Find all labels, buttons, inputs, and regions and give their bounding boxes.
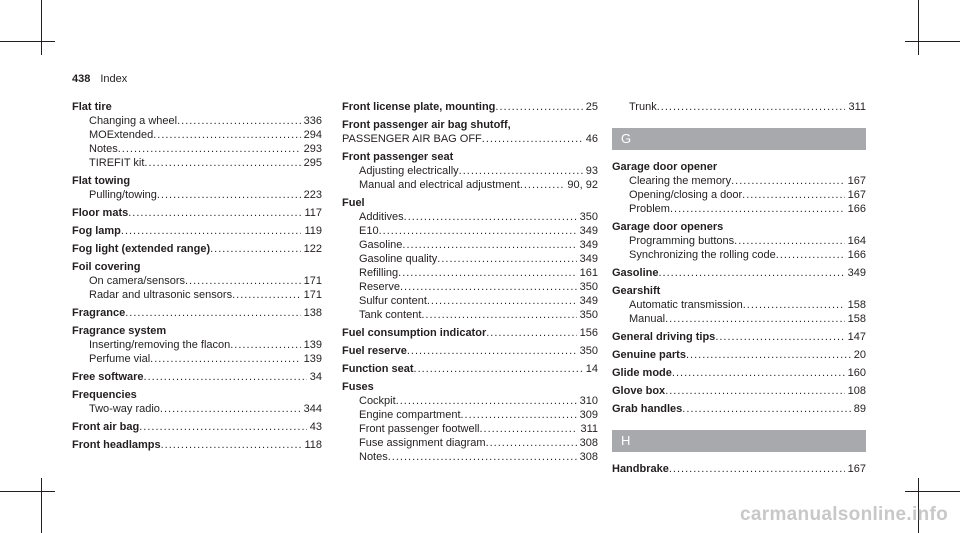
page-ref: 311 xyxy=(848,101,866,113)
page-ref: 350 xyxy=(579,309,598,321)
entry-title: Fragrance xyxy=(72,307,126,319)
index-entry xyxy=(612,402,866,416)
subentry[interactable] xyxy=(342,178,598,192)
subentry[interactable] xyxy=(342,450,598,464)
main-entry[interactable] xyxy=(612,348,866,362)
page-ref: 336 xyxy=(303,115,322,127)
entry-title: Fragrance system xyxy=(72,325,167,337)
subentry-text: Sulfur content xyxy=(359,295,427,307)
index-entry xyxy=(72,420,322,434)
subentry-text: Manual and electrical adjustment xyxy=(359,179,520,191)
entry-title: Fog lamp xyxy=(72,225,121,237)
crop-mark xyxy=(41,0,42,55)
main-entry[interactable] xyxy=(342,326,598,340)
page-ref: 166 xyxy=(847,203,866,215)
main-entry[interactable] xyxy=(612,330,866,344)
main-entry[interactable] xyxy=(612,266,866,280)
entry-title: Fuses xyxy=(342,381,374,393)
index-entry xyxy=(612,330,866,344)
subentry-text: Opening/closing a door xyxy=(629,189,743,201)
page-number: 438 xyxy=(72,73,91,85)
entry-title: Gearshift xyxy=(612,285,661,297)
index-entry xyxy=(342,362,598,376)
main-entry[interactable] xyxy=(342,100,598,114)
main-entry[interactable] xyxy=(72,438,322,452)
entry-title: Glove box xyxy=(612,385,666,397)
subentry[interactable] xyxy=(612,202,866,216)
subentry-text: Additives xyxy=(359,211,404,223)
subentry[interactable] xyxy=(72,188,322,202)
subentry-text: Engine compartment xyxy=(359,409,461,421)
index-column-3 xyxy=(612,100,866,480)
page-ref: 108 xyxy=(847,385,866,397)
main-entry[interactable] xyxy=(72,306,322,320)
index-entry xyxy=(72,242,322,256)
index-entry xyxy=(72,260,322,302)
main-entry[interactable] xyxy=(72,242,322,256)
subentry-text: Radar and ultrasonic sensors xyxy=(89,289,233,301)
page-ref: 309 xyxy=(579,409,598,421)
page-ref: 164 xyxy=(847,235,866,247)
subentry-text: Front passenger footwell xyxy=(359,423,480,435)
subentry-text: Problem xyxy=(629,203,670,215)
index-entry xyxy=(342,150,598,192)
subentry[interactable] xyxy=(72,352,322,366)
subentry-text: E10 xyxy=(359,225,379,237)
index-entry xyxy=(342,196,598,322)
subentry-text: Clearing the memory xyxy=(629,175,732,187)
index-entry xyxy=(72,370,322,384)
entry-title: Grab handles xyxy=(612,403,683,415)
crop-mark xyxy=(0,41,55,42)
page-ref: 344 xyxy=(303,403,322,415)
index-entry xyxy=(612,384,866,398)
page-ref: 158 xyxy=(847,313,866,325)
subentry[interactable] xyxy=(342,394,598,408)
page-ref: 14 xyxy=(585,363,598,375)
index-entry xyxy=(612,284,866,326)
page-ref: 156 xyxy=(579,327,598,339)
subentry[interactable] xyxy=(342,238,598,252)
entry-title: Flat towing xyxy=(72,175,131,187)
index-entry xyxy=(612,220,866,262)
page-header xyxy=(72,73,127,85)
entry-title: Function seat xyxy=(342,363,414,375)
entry-title: Fuel xyxy=(342,197,365,209)
page-ref: 308 xyxy=(579,451,598,463)
index-entry xyxy=(72,206,322,220)
subentry-text: Adjusting electrically xyxy=(359,165,459,177)
page-ref: 349 xyxy=(847,267,866,279)
main-entry[interactable] xyxy=(72,370,322,384)
page-ref: 350 xyxy=(579,345,598,357)
entry-title: Fuel consumption indicator xyxy=(342,327,487,339)
page-title: Index xyxy=(100,73,128,85)
page-ref: 117 xyxy=(304,207,322,219)
page-ref: 93 xyxy=(585,165,598,177)
page-ref: 25 xyxy=(585,101,598,113)
entry-title: Handbrake xyxy=(612,463,669,475)
entry-title: Genuine parts xyxy=(612,349,686,361)
main-entry[interactable] xyxy=(342,344,598,358)
index-entry xyxy=(72,174,322,202)
subentry-text: Inserting/removing the flacon xyxy=(89,339,231,351)
index-entry xyxy=(342,100,598,114)
page-ref: 295 xyxy=(303,157,322,169)
page-ref: 20 xyxy=(853,349,866,361)
main-entry[interactable] xyxy=(612,384,866,398)
subentry[interactable] xyxy=(342,164,598,178)
page-ref: 293 xyxy=(303,143,322,155)
crop-mark xyxy=(41,478,42,533)
main-entry[interactable] xyxy=(612,402,866,416)
page-ref: 161 xyxy=(579,267,598,279)
main-entry[interactable] xyxy=(342,362,598,376)
subentry[interactable] xyxy=(342,436,598,450)
subentry[interactable] xyxy=(342,252,598,266)
index-entry xyxy=(612,266,866,280)
page-ref: 138 xyxy=(303,307,322,319)
entry-title: Front headlamps xyxy=(72,439,161,451)
subentry-text: MOExtended xyxy=(89,129,154,141)
subentry[interactable] xyxy=(72,338,322,352)
subentry-text: Reserve xyxy=(359,281,400,293)
entry-title: Garage door openers xyxy=(612,221,724,233)
subentry[interactable] xyxy=(612,298,866,312)
subentry[interactable] xyxy=(342,224,598,238)
entry-title: Front passenger seat xyxy=(342,151,454,163)
page-ref: 160 xyxy=(847,367,866,379)
subentry-text: Gasoline quality xyxy=(359,253,438,265)
subentry-text: Manual xyxy=(629,313,666,325)
page-ref: 311 xyxy=(580,423,598,435)
subentry[interactable] xyxy=(342,294,598,308)
entry-title: Foil covering xyxy=(72,261,141,273)
main-entry[interactable] xyxy=(72,224,322,238)
subentry[interactable] xyxy=(72,402,322,416)
crop-mark xyxy=(905,491,960,492)
index-entry xyxy=(612,348,866,362)
page-ref: 167 xyxy=(847,189,866,201)
main-entry[interactable] xyxy=(72,206,322,220)
subentry-text: Fuse assignment diagram xyxy=(359,437,486,449)
entry-title: Front air bag xyxy=(72,421,140,433)
page-ref: 46 xyxy=(585,133,598,145)
subentry[interactable] xyxy=(612,174,866,188)
subentry[interactable] xyxy=(342,210,598,224)
entry-title: Frequencies xyxy=(72,389,137,401)
subentry-text: Automatic transmission xyxy=(629,299,743,311)
page-ref: 171 xyxy=(303,275,322,287)
subentry-text: Trunk xyxy=(629,101,657,113)
subentry-text: Refilling xyxy=(359,267,399,279)
subentry[interactable] xyxy=(342,280,598,294)
page-ref: 350 xyxy=(579,281,598,293)
subentry[interactable] xyxy=(72,142,322,156)
page-ref: 349 xyxy=(579,295,598,307)
subentry[interactable] xyxy=(72,128,322,142)
subentry-text: Two-way radio xyxy=(89,403,160,415)
entry-title: Front passenger air bag shutoff, xyxy=(342,119,511,131)
main-entry[interactable] xyxy=(612,366,866,380)
page-ref: 171 xyxy=(303,289,322,301)
page-ref: 122 xyxy=(303,243,322,255)
page-ref: 349 xyxy=(579,225,598,237)
subentry[interactable] xyxy=(72,156,322,170)
watermark: carmanualsonline.info xyxy=(740,504,948,525)
subentry-text: PASSENGER AIR BAG OFF xyxy=(342,133,482,145)
index-entry xyxy=(612,462,866,476)
page-ref: 139 xyxy=(303,339,322,351)
subentry-text: Perfume vial xyxy=(89,353,151,365)
page-ref: 308 xyxy=(579,437,598,449)
main-entry[interactable] xyxy=(72,420,322,434)
page-ref: 350 xyxy=(579,211,598,223)
crop-mark xyxy=(905,41,960,42)
main-entry[interactable] xyxy=(612,462,866,476)
subentry-text: Gasoline xyxy=(359,239,403,251)
subentry-text: Tank content xyxy=(359,309,422,321)
page-ref: 158 xyxy=(847,299,866,311)
subentry-text: Synchronizing the rolling code xyxy=(629,249,776,261)
crop-mark xyxy=(918,0,919,55)
entry-title: General driving tips xyxy=(612,331,716,343)
subentry[interactable] xyxy=(612,312,866,326)
entry-title: Gasoline xyxy=(612,267,659,279)
page-ref: 223 xyxy=(303,189,322,201)
page-ref: 118 xyxy=(304,439,322,451)
subentry-text: Notes xyxy=(89,143,118,155)
entry-title: Garage door opener xyxy=(612,161,718,173)
subentry-text: Changing a wheel xyxy=(89,115,178,127)
subentry[interactable] xyxy=(342,266,598,280)
index-column-2 xyxy=(342,100,598,468)
entry-title: Glide mode xyxy=(612,367,672,379)
entry-title: Fog light (extended range) xyxy=(72,243,211,255)
page-ref: 166 xyxy=(847,249,866,261)
index-entry xyxy=(342,344,598,358)
subentry[interactable] xyxy=(612,100,866,114)
subentry[interactable] xyxy=(72,114,322,128)
page-ref: 349 xyxy=(579,253,598,265)
index-entry xyxy=(612,160,866,216)
page-ref: 349 xyxy=(579,239,598,251)
index-entry xyxy=(612,100,866,114)
subentry-text: TIREFIT kit xyxy=(89,157,145,169)
index-entry xyxy=(72,388,322,416)
page-ref: 147 xyxy=(847,331,866,343)
subentry-text: Programming buttons xyxy=(629,235,735,247)
index-column-1 xyxy=(72,100,322,456)
index-entry xyxy=(612,366,866,380)
entry-title: Fuel reserve xyxy=(342,345,407,357)
subentry-text: Cockpit xyxy=(359,395,396,407)
section-letter-g: G xyxy=(612,128,866,150)
index-entry xyxy=(342,326,598,340)
subentry[interactable] xyxy=(72,274,322,288)
page-ref: 90, 92 xyxy=(567,179,598,191)
page-ref: 89 xyxy=(853,403,866,415)
index-entry xyxy=(72,100,322,170)
index-entry xyxy=(72,224,322,238)
subentry[interactable] xyxy=(612,234,866,248)
entry-title: Floor mats xyxy=(72,207,129,219)
page-ref: 310 xyxy=(579,395,598,407)
crop-mark xyxy=(0,491,55,492)
index-entry xyxy=(72,324,322,366)
index-entry xyxy=(342,380,598,464)
entry-title: Free software xyxy=(72,371,144,383)
subentry-text: Pulling/towing xyxy=(89,189,157,201)
subentry[interactable] xyxy=(342,408,598,422)
page-ref: 43 xyxy=(309,421,322,433)
subentry[interactable] xyxy=(612,188,866,202)
section-letter-h: H xyxy=(612,430,866,452)
page-ref: 294 xyxy=(303,129,322,141)
subentry[interactable] xyxy=(72,288,322,302)
page-ref: 139 xyxy=(303,353,322,365)
subentry-text: Notes xyxy=(359,451,388,463)
entry-title: Flat tire xyxy=(72,101,112,113)
page-ref: 167 xyxy=(847,175,866,187)
index-entry xyxy=(72,306,322,320)
subentry[interactable] xyxy=(342,422,598,436)
subentry[interactable] xyxy=(342,308,598,322)
entry-title: Front license plate, mounting xyxy=(342,101,496,113)
subentry-text: On camera/sensors xyxy=(89,275,185,287)
page-ref: 119 xyxy=(304,225,322,237)
subentry[interactable] xyxy=(342,132,598,146)
index-entry xyxy=(342,118,598,146)
index-entry xyxy=(72,438,322,452)
page-ref: 34 xyxy=(309,371,322,383)
subentry[interactable] xyxy=(612,248,866,262)
page-ref: 167 xyxy=(847,463,866,475)
